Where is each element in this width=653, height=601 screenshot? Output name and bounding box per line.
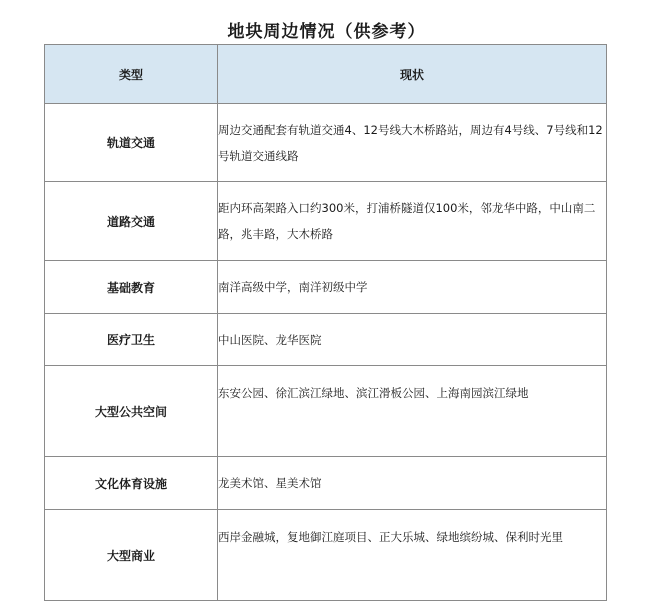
table-row	[45, 261, 607, 314]
row-type: 基础教育	[45, 261, 218, 314]
row-type: 文化体育设施	[45, 457, 218, 510]
table-header-row	[45, 45, 607, 104]
table-row	[45, 104, 607, 182]
table-row	[45, 366, 607, 457]
row-type: 道路交通	[45, 182, 218, 261]
row-type: 医疗卫生	[45, 314, 218, 366]
row-status: 距内环高架路入口约300米，打浦桥隧道仅100米，邻龙华中路，中山南二路，兆丰路，大木桥路	[218, 182, 607, 261]
surroundings-table	[44, 44, 607, 601]
header-type: 类型	[45, 45, 218, 104]
row-type: 大型公共空间	[45, 366, 218, 457]
row-status: 龙美术馆、星美术馆	[218, 457, 607, 510]
row-type: 大型商业	[45, 510, 218, 601]
row-status: 周边交通配套有轨道交通4、12号线大木桥路站，周边有4号线、7号线和12号轨道交通线路	[218, 104, 607, 182]
row-status: 西岸金融城，复地御江庭项目、正大乐城、绿地缤纷城、保利时光里	[218, 510, 607, 601]
table-row	[45, 182, 607, 261]
header-status: 现状	[218, 45, 607, 104]
row-status: 东安公园、徐汇滨江绿地、滨江滑板公园、上海南园滨江绿地	[218, 366, 607, 457]
page-title: 地块周边情况（供参考）	[227, 22, 426, 42]
table-row	[45, 314, 607, 366]
row-type: 轨道交通	[45, 104, 218, 182]
table-row	[45, 457, 607, 510]
row-status: 南洋高级中学，南洋初级中学	[218, 261, 607, 314]
table-row	[45, 510, 607, 601]
row-status: 中山医院、龙华医院	[218, 314, 607, 366]
